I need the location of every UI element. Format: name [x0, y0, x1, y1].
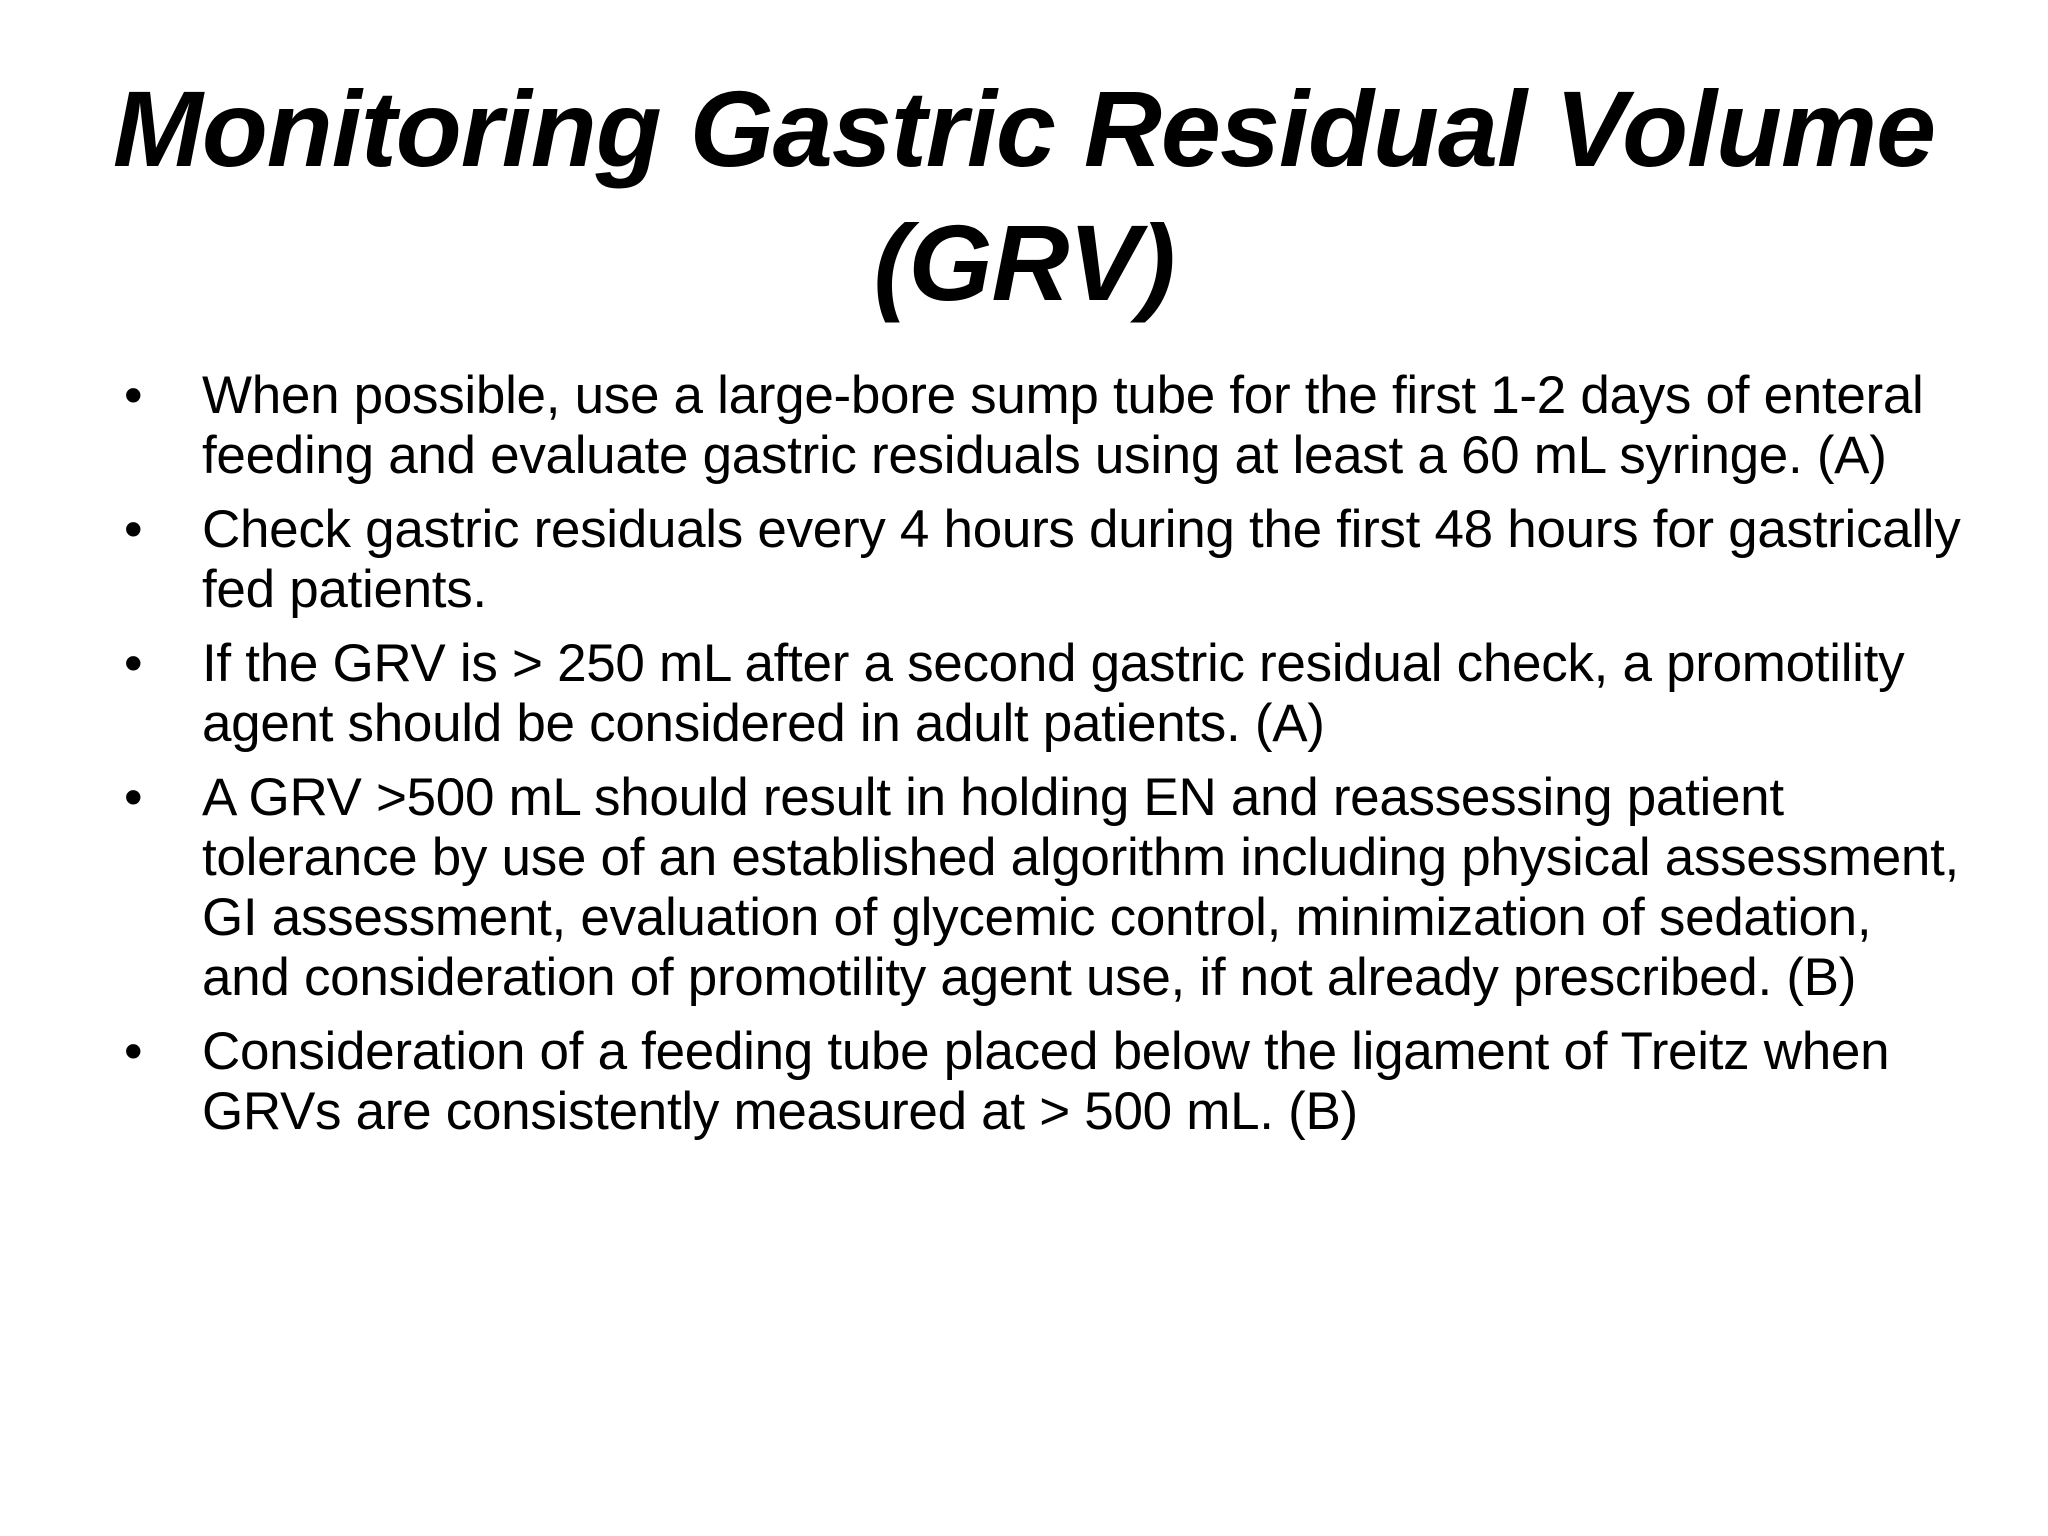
bullet-item: [110, 1022, 1970, 1142]
bullet-dot-icon: •: [124, 366, 143, 425]
slide-title: Monitoring Gastric Residual Volume (GRV): [112, 68, 1936, 323]
bullet-item: [110, 768, 1970, 1008]
bullet-text: When possible, use a large-bore sump tube for the first 1-2 days of enteral feeding and evaluate gastric residuals using at least a 60 mL syringe. (A): [202, 366, 1924, 485]
bullet-text: Check gastric residuals every 4 hours during the first 48 hours for gastrically fed patients.: [202, 500, 1961, 619]
bullet-item: [110, 634, 1970, 754]
bullet-dot-icon: •: [124, 634, 143, 693]
bullet-text: Consideration of a feeding tube placed below the ligament of Treitz when GRVs are consistently measured at > 500 mL. (B): [202, 1022, 1890, 1141]
bullet-item: [110, 366, 1970, 486]
bullet-list: [110, 366, 1970, 1156]
bullet-dot-icon: •: [124, 1022, 143, 1081]
bullet-dot-icon: •: [124, 768, 143, 827]
bullet-text: If the GRV is > 250 mL after a second gastric residual check, a promotility agent should be considered in adult patients. (A): [202, 634, 1905, 753]
bullet-item: [110, 500, 1970, 620]
bullet-dot-icon: •: [124, 500, 143, 559]
bullet-text: A GRV >500 mL should result in holding EN and reassessing patient tolerance by use of an established algorithm including physical assessment, GI assessment, evaluation of glycemic control, minimization of sedation, and consideration of promotility agent use, if not already prescribed. (B): [202, 768, 1959, 1007]
